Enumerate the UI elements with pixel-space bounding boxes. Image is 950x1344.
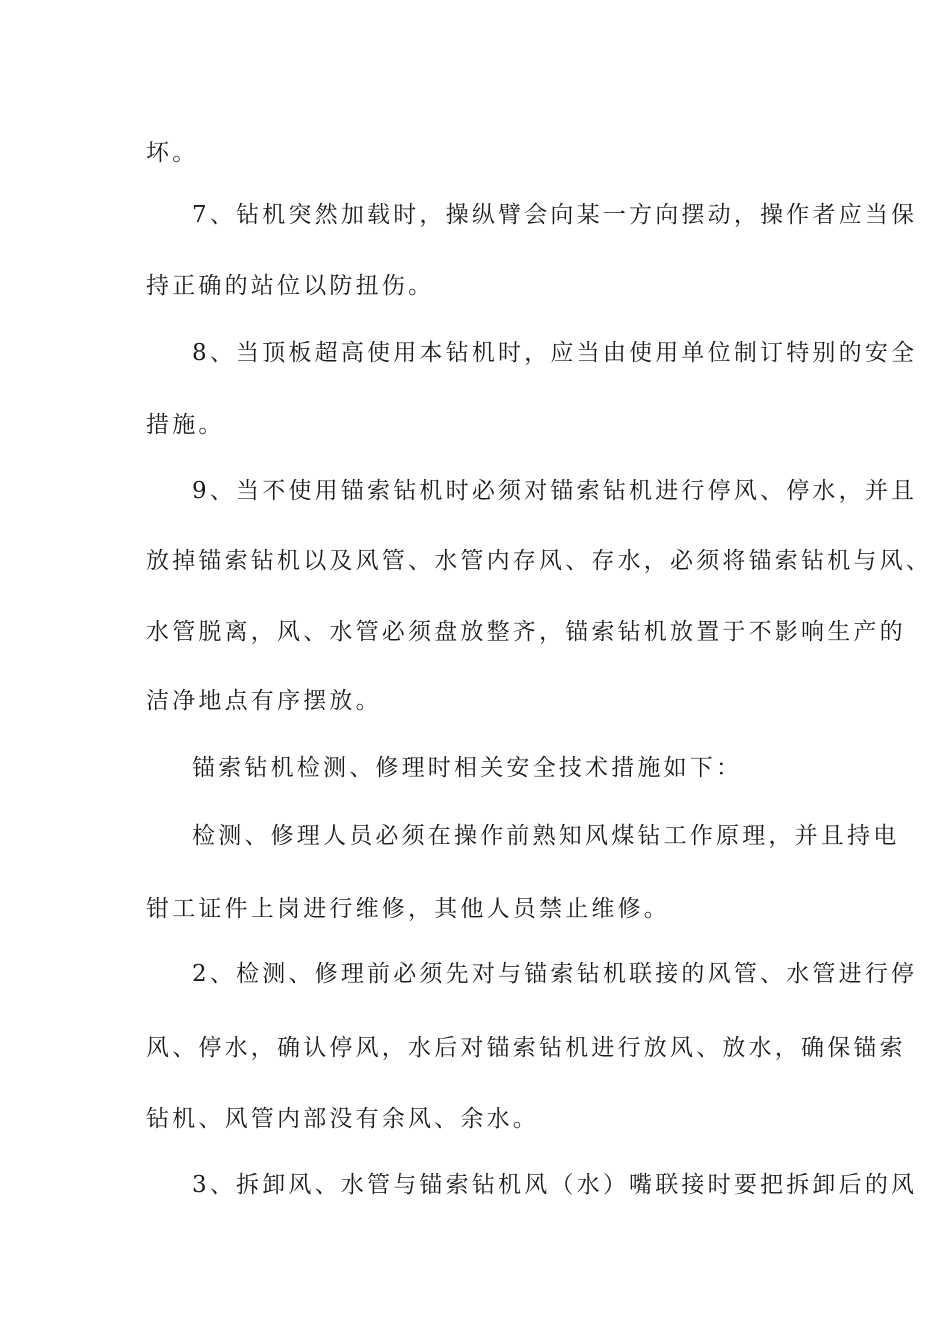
text-line: 持正确的站位以防扭伤。 [146, 273, 435, 299]
text-line: 水管脱离，风、水管必须盘放整齐，锚索钻机放置于不影响生产的 [146, 619, 906, 645]
text-line: 7、钻机突然加载时，操纵臂会向某一方向摆动，操作者应当保 [192, 202, 918, 228]
text-line: 钳工证件上岗进行维修，其他人员禁止维修。 [146, 896, 670, 922]
text-line: 坏。 [146, 140, 199, 166]
text-line: 洁净地点有序摆放。 [146, 688, 382, 714]
text-line: 2、检测、修理前必须先对与锚索钻机联接的风管、水管进行停 [192, 961, 918, 987]
text-line: 3、拆卸风、水管与锚索钻机风（水）嘴联接时要把拆卸后的风 [192, 1172, 918, 1198]
text-line: 措施。 [146, 412, 225, 438]
text-line: 9、当不使用锚索钻机时必须对锚索钻机进行停风、停水，并且 [192, 478, 918, 504]
text-line: 8、当顶板超高使用本钻机时，应当由使用单位制订特别的安全 [192, 340, 918, 366]
text-line: 检测、修理人员必须在操作前熟知风煤钻工作原理，并且持电 [192, 823, 900, 849]
text-line: 锚索钻机检测、修理时相关安全技术措施如下： [192, 755, 743, 781]
text-line: 钻机、风管内部没有余风、余水。 [146, 1106, 539, 1132]
text-line: 风、停水，确认停风，水后对锚索钻机进行放风、放水，确保锚索 [146, 1035, 906, 1061]
text-line: 放掉锚索钻机以及风管、水管内存风、存水，必须将锚索钻机与风、 [146, 548, 932, 574]
